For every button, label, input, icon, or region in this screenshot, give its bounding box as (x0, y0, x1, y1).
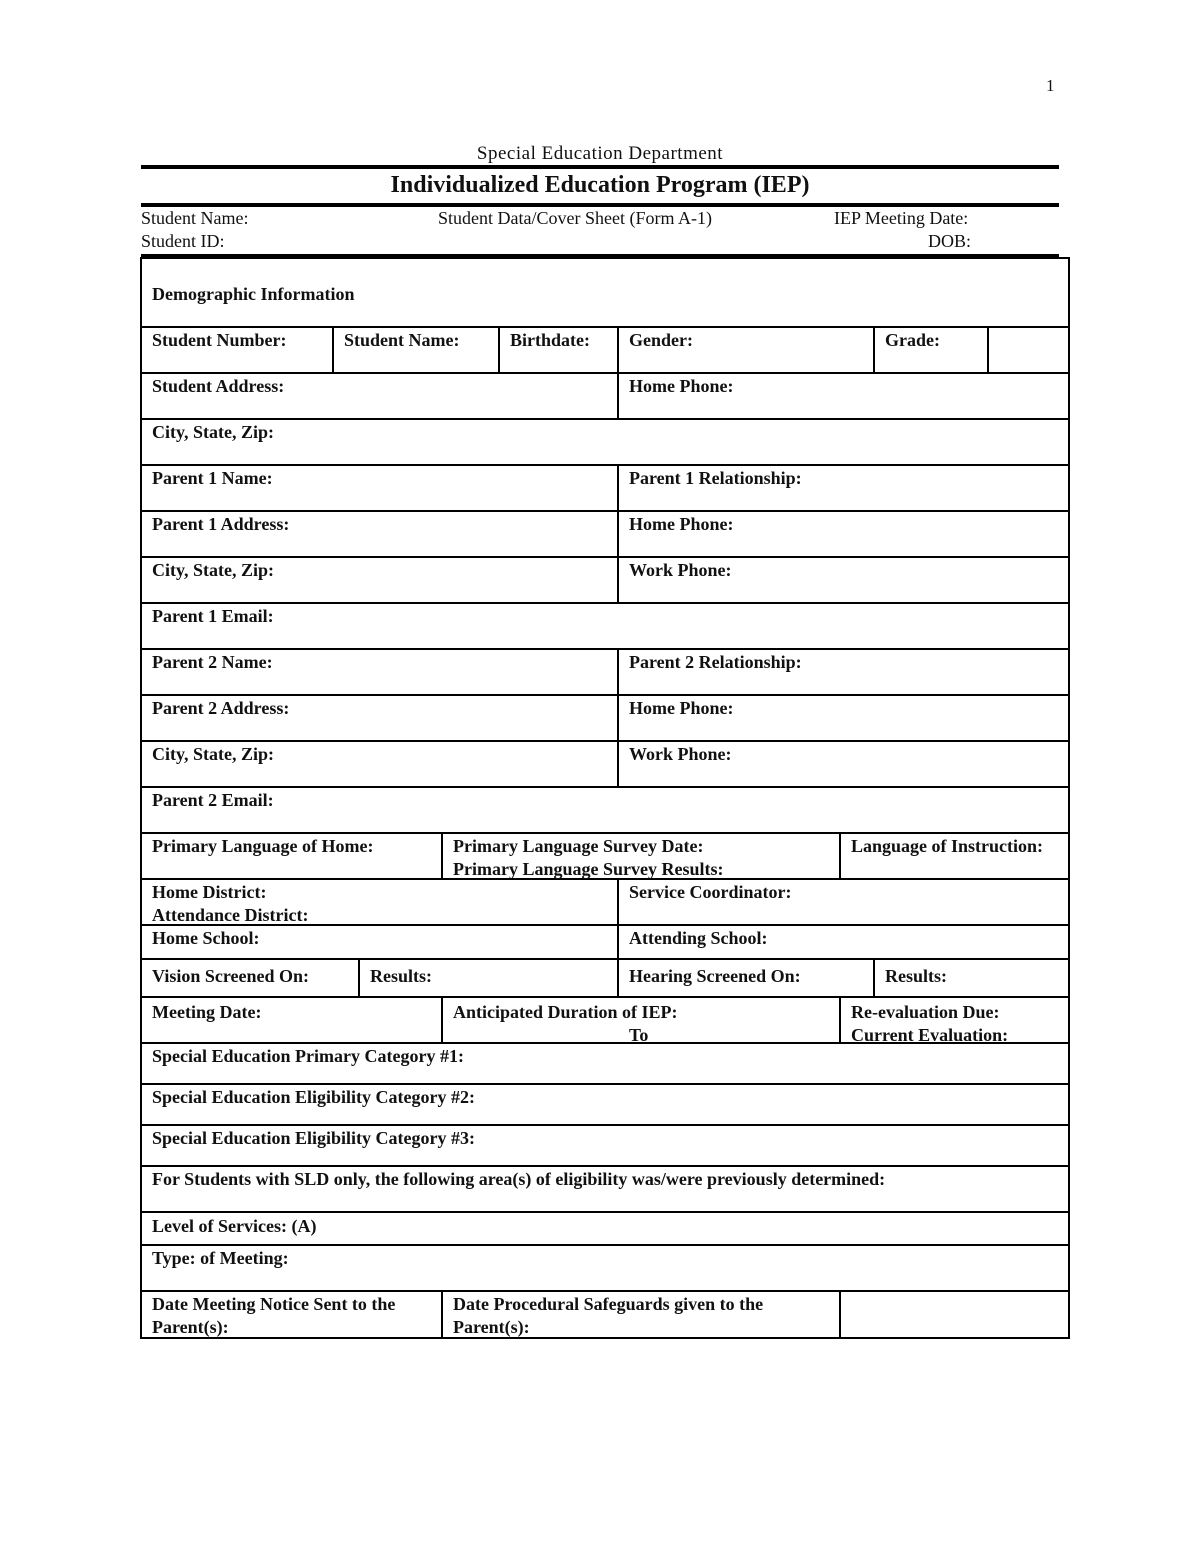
reevaluation-due-label: Re-evaluation Due: (851, 1002, 1000, 1022)
anticipated-duration-label: Anticipated Duration of IEP: (453, 1002, 678, 1022)
attending-school-field[interactable]: Attending School: (617, 926, 1068, 958)
table-row (142, 650, 1068, 696)
meeting-date-field[interactable]: Meeting Date: (152, 1002, 262, 1022)
table-row (142, 926, 1068, 960)
page-number: 1 (1046, 76, 1055, 95)
table-row (142, 960, 1068, 998)
parent1-work-phone-field[interactable]: Work Phone: (617, 558, 1068, 602)
top-rule (141, 165, 1059, 169)
table-row (142, 604, 1068, 650)
parent2-city-field[interactable]: City, State, Zip: (152, 744, 275, 764)
primary-category-field[interactable]: Special Education Primary Category #1: (152, 1046, 464, 1066)
parent1-name-field[interactable]: Parent 1 Name: (152, 468, 273, 488)
table-row (142, 1085, 1068, 1126)
grade-field[interactable]: Grade: (873, 328, 987, 372)
anticipated-duration-field[interactable] (441, 998, 839, 1045)
safeguards-given-field[interactable]: Date Procedural Safeguards given to the Parent(s): (441, 1292, 839, 1337)
parent2-email-field[interactable]: Parent 2 Email: (152, 790, 274, 810)
parent2-home-phone-field[interactable]: Home Phone: (617, 696, 1068, 740)
birthdate-field[interactable]: Birthdate: (498, 328, 617, 372)
primary-language-survey-field[interactable] (441, 834, 839, 878)
table-row (142, 742, 1068, 788)
middle-rule (141, 203, 1059, 207)
district-field[interactable] (142, 880, 617, 924)
parent1-address-field[interactable]: Parent 1 Address: (152, 514, 290, 534)
student-number-field[interactable]: Student Number: (152, 330, 287, 350)
section-title-row (142, 259, 1068, 328)
student-address-field[interactable]: Student Address: (152, 376, 285, 396)
home-phone-field[interactable]: Home Phone: (617, 374, 1068, 418)
demographic-form-table (140, 257, 1070, 1339)
current-evaluation-label: Current Evaluation: (851, 1025, 1009, 1045)
language-of-instruction-field[interactable]: Language of Instruction: (839, 834, 1068, 878)
parent2-name-field[interactable]: Parent 2 Name: (152, 652, 273, 672)
header-student-name: Student Name: (141, 208, 249, 228)
table-row (142, 1213, 1068, 1246)
type-of-meeting-field[interactable]: Type: of Meeting: (152, 1248, 289, 1268)
parent1-home-phone-field[interactable]: Home Phone: (617, 512, 1068, 556)
table-row (142, 788, 1068, 834)
header-form-label: Student Data/Cover Sheet (Form A-1) (438, 208, 712, 228)
survey-date-label: Primary Language Survey Date: (453, 836, 704, 856)
attendance-district-label: Attendance District: (152, 905, 309, 925)
table-row (142, 1292, 1068, 1337)
header-student-id: Student ID: (141, 231, 225, 251)
survey-results-label: Primary Language Survey Results: (453, 859, 724, 879)
eligibility-category-3-field[interactable]: Special Education Eligibility Category #3: (152, 1128, 476, 1148)
table-row (142, 558, 1068, 604)
parent2-relationship-field[interactable]: Parent 2 Relationship: (617, 650, 1068, 694)
header-dob: DOB: (928, 231, 972, 251)
home-school-field[interactable]: Home School: (152, 928, 260, 948)
home-district-label: Home District: (152, 882, 267, 902)
table-row (142, 696, 1068, 742)
primary-language-home-field[interactable]: Primary Language of Home: (152, 836, 374, 856)
gender-field[interactable]: Gender: (617, 328, 873, 372)
parent2-work-phone-field[interactable]: Work Phone: (617, 742, 1068, 786)
parent1-city-field[interactable]: City, State, Zip: (152, 560, 275, 580)
hearing-screened-field[interactable]: Hearing Screened On: (617, 960, 873, 996)
table-row (142, 328, 1068, 374)
table-row (142, 998, 1068, 1044)
city-state-zip-field[interactable]: City, State, Zip: (152, 422, 275, 442)
student-name-field[interactable]: Student Name: (332, 328, 498, 372)
table-row (142, 374, 1068, 420)
department-heading: Special Education Department (476, 143, 724, 164)
duration-to-label: To (629, 1025, 649, 1045)
sld-eligibility-field[interactable]: For Students with SLD only, the following area(s) of eligibility was/were previously determined: (152, 1169, 886, 1189)
safeguards-date-value-field[interactable] (839, 1292, 1068, 1337)
section-title: Demographic Information (152, 284, 355, 304)
notice-sent-field[interactable]: Date Meeting Notice Sent to the Parent(s): (152, 1294, 396, 1337)
form-title: Individualized Education Program (IEP) (390, 172, 810, 198)
parent1-email-field[interactable]: Parent 1 Email: (152, 606, 274, 626)
table-row (142, 1246, 1068, 1292)
service-coordinator-field[interactable]: Service Coordinator: (617, 880, 1068, 924)
vision-screened-field[interactable]: Vision Screened On: (152, 966, 310, 986)
header-meeting-date: IEP Meeting Date: (834, 208, 969, 228)
table-row (142, 466, 1068, 512)
grade-value-field[interactable] (987, 328, 1068, 372)
level-of-services-field[interactable]: Level of Services: (A) (152, 1216, 317, 1236)
hearing-results-field[interactable]: Results: (873, 960, 1068, 996)
evaluation-field[interactable] (839, 998, 1068, 1045)
table-row (142, 880, 1068, 926)
eligibility-category-2-field[interactable]: Special Education Eligibility Category #2: (152, 1087, 476, 1107)
table-row (142, 512, 1068, 558)
table-row (142, 420, 1068, 466)
parent1-relationship-field[interactable]: Parent 1 Relationship: (617, 466, 1068, 510)
table-row (142, 1167, 1068, 1213)
parent2-address-field[interactable]: Parent 2 Address: (152, 698, 290, 718)
vision-results-field[interactable]: Results: (358, 960, 617, 996)
table-row (142, 1044, 1068, 1085)
table-row (142, 834, 1068, 880)
table-row (142, 1126, 1068, 1167)
